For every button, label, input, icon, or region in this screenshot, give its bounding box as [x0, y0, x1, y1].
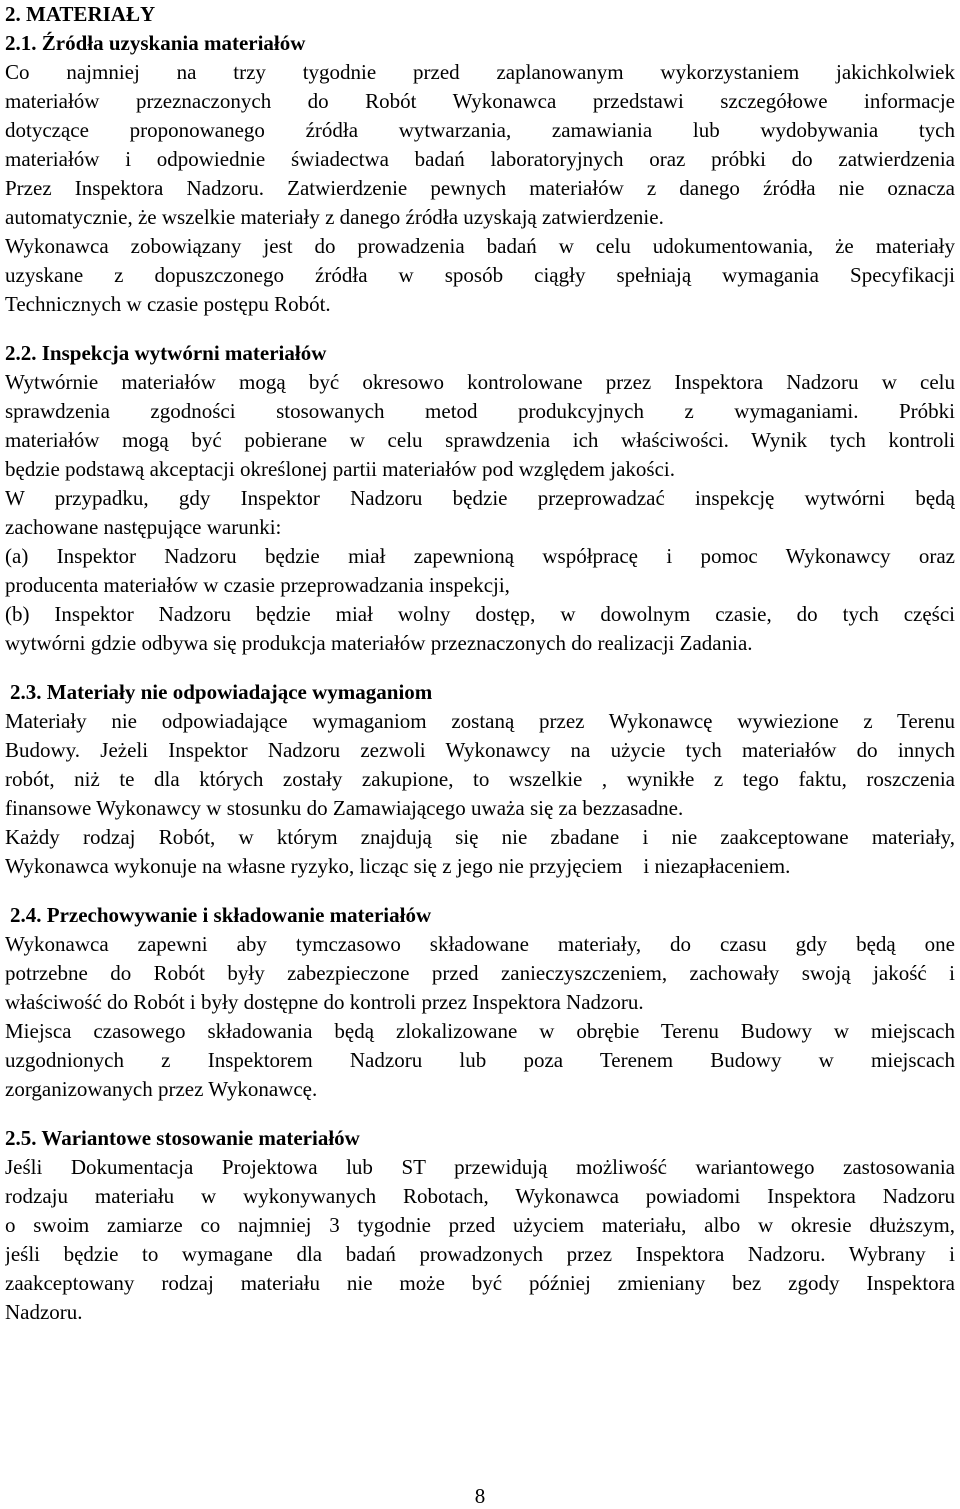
paragraph-line: Każdy rodzaj Robót, w którym znajdują się nie zbadane i nie zaakceptowane materiały,: [5, 825, 955, 849]
paragraph-line: potrzebne do Robót były zabezpieczone przed zanieczyszczeniem, zachowały swoją jakość i: [5, 961, 955, 985]
paragraph-line: rodzaju materiału w wykonywanych Robotach, Wykonawca powiadomi Inspektora Nadzoru: [5, 1184, 955, 1208]
paragraph-line: producenta materiałów w czasie przeprowadzania inspekcji,: [5, 573, 510, 597]
paragraph-line: uzgodnionych z Inspektorem Nadzoru lub poza Terenem Budowy w miejscach: [5, 1048, 955, 1072]
list-item-b: (b) Inspektor Nadzoru będzie miał wolny dostęp, w dowolnym czasie, do tych części: [5, 602, 955, 626]
paragraph-line: Wykonawca zobowiązany jest do prowadzenia badań w celu udokumentowania, że materiały: [5, 234, 955, 258]
paragraph-line: zorganizowanych przez Wykonawcę.: [5, 1077, 318, 1101]
paragraph-line: właściwość do Robót i były dostępne do kontroli przez Inspektora Nadzoru.: [5, 990, 644, 1014]
section-heading: 2.1. Źródła uzyskania materiałów: [5, 31, 306, 55]
section-heading: 2.2. Inspekcja wytwórni materiałów: [5, 341, 327, 365]
paragraph-line: materiałów mogą być pobierane w celu sprawdzenia ich właściwości. Wynik tych kontroli: [5, 428, 955, 452]
paragraph-line: Miejsca czasowego składowania będą zlokalizowane w obrębie Terenu Budowy w miejscach: [5, 1019, 955, 1043]
section-gap: [5, 881, 955, 901]
section-heading: 2.5. Wariantowe stosowanie materiałów: [5, 1126, 360, 1150]
section-2-5: [5, 1124, 955, 1327]
paragraph-line: Nadzoru.: [5, 1300, 83, 1324]
section-2-4: [5, 901, 955, 1104]
chapter-heading: 2. MATERIAŁY: [5, 2, 156, 26]
paragraph-line: zaakceptowany rodzaj materiału nie może być później zmieniany bez zgody Inspektora: [5, 1271, 955, 1295]
paragraph-line: o swoim zamiarze co najmniej 3 tygodnie przed użyciem materiału, albo w okresie dłuższym,: [5, 1213, 955, 1237]
document-page: [5, 0, 955, 1327]
paragraph-line: materiałów przeznaczonych do Robót Wykonawca przedstawi szczegółowe informacje: [5, 89, 955, 113]
page-number: 8: [474, 1484, 486, 1508]
paragraph-line: wytwórni gdzie odbywa się produkcja materiałów przeznaczonych do realizacji Zadania.: [5, 631, 753, 655]
paragraph-line: materiałów i odpowiednie świadectwa badań laboratoryjnych oraz próbki do zatwierdzenia: [5, 147, 955, 171]
section-gap: [5, 319, 955, 339]
section-2-2: [5, 339, 955, 658]
paragraph-line: Budowy. Jeżeli Inspektor Nadzoru zezwoli Wykonawcy na użycie tych materiałów do innych: [5, 738, 955, 762]
paragraph-line: będzie podstawą akceptacji określonej partii materiałów pod względem jakości.: [5, 457, 676, 481]
paragraph-line: Materiały nie odpowiadające wymaganiom zostaną przez Wykonawcę wywiezione z Terenu: [5, 709, 955, 733]
paragraph-line: uzyskane z dopuszczonego źródła w sposób ciągły spełniają wymagania Specyfikacji: [5, 263, 955, 287]
paragraph-line: zachowane następujące warunki:: [5, 515, 282, 539]
paragraph-line: robót, niż te dla których zostały zakupione, to wszelkie , wynikłe z tego faktu, roszczenia: [5, 767, 955, 791]
section-2-3: [5, 678, 955, 881]
paragraph-line: finansowe Wykonawcy w stosunku do Zamawiającego uważa się za bezzasadne.: [5, 796, 684, 820]
paragraph-line: automatycznie, że wszelkie materiały z danego źródła uzyskają zatwierdzenie.: [5, 205, 664, 229]
paragraph-line: Wytwórnie materiałów mogą być okresowo kontrolowane przez Inspektora Nadzoru w celu: [5, 370, 955, 394]
paragraph-line: Wykonawca wykonuje na własne ryzyko, licząc się z jego nie przyjęciem i niezapłaceniem.: [5, 854, 791, 878]
section-heading: 2.3. Materiały nie odpowiadające wymaganiom: [10, 680, 433, 704]
paragraph-line: Technicznych w czasie postępu Robót.: [5, 292, 331, 316]
section-heading: 2.4. Przechowywanie i składowanie materiałów: [10, 903, 432, 927]
paragraph-line: Wykonawca zapewni aby tymczasowo składowane materiały, do czasu gdy będą one: [5, 932, 955, 956]
paragraph-line: Jeśli Dokumentacja Projektowa lub ST przewidują możliwość wariantowego zastosowania: [5, 1155, 955, 1179]
section-gap: [5, 1104, 955, 1124]
paragraph-line: sprawdzenia zgodności stosowanych metod produkcyjnych z wymaganiami. Próbki: [5, 399, 955, 423]
section-gap: [5, 658, 955, 678]
list-item-a: (a) Inspektor Nadzoru będzie miał zapewnioną współpracę i pomoc Wykonawcy oraz: [5, 544, 955, 568]
paragraph-line: Przez Inspektora Nadzoru. Zatwierdzenie pewnych materiałów z danego źródła nie oznacza: [5, 176, 955, 200]
paragraph-line: dotyczące proponowanego źródła wytwarzania, zamawiania lub wydobywania tych: [5, 118, 955, 142]
paragraph-line: W przypadku, gdy Inspektor Nadzoru będzie przeprowadzać inspekcję wytwórni będą: [5, 486, 955, 510]
paragraph-line: Co najmniej na trzy tygodnie przed zaplanowanym wykorzystaniem jakichkolwiek: [5, 60, 955, 84]
section-2-1: [5, 29, 955, 319]
paragraph-line: jeśli będzie to wymagane dla badań prowadzonych przez Inspektora Nadzoru. Wybrany i: [5, 1242, 955, 1266]
